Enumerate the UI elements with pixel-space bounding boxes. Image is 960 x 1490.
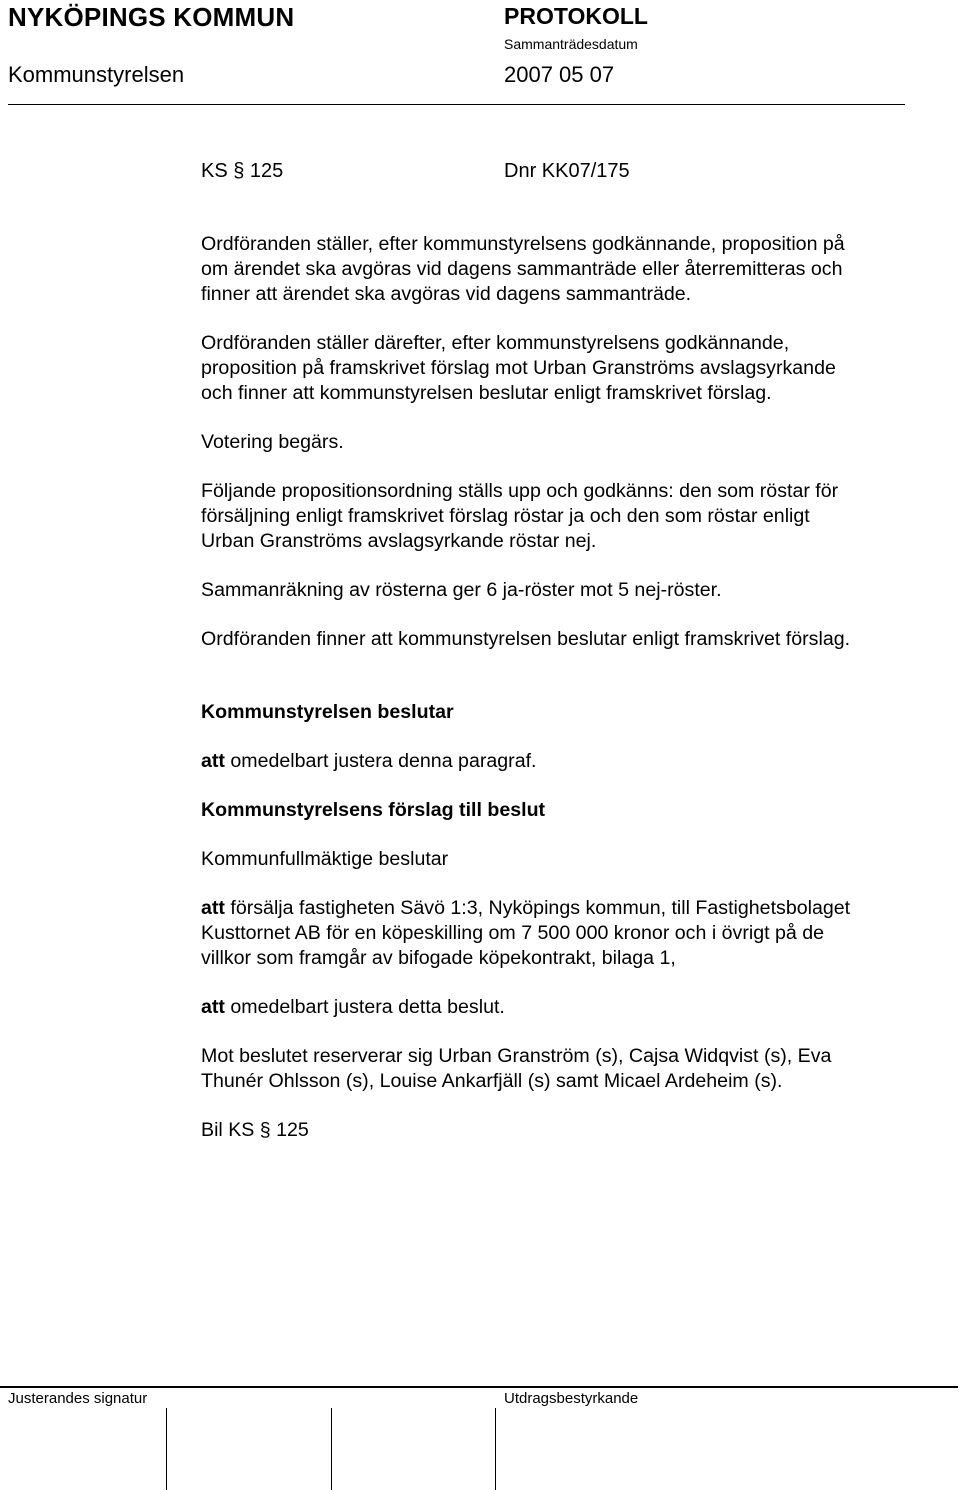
attachment-reference: Bil KS § 125 bbox=[201, 1119, 309, 1141]
paragraph-reservation: Mot beslutet reserverar sig Urban Granström (s), Cajsa Widqvist (s), Eva Thunér Ohlsson (s), Louise Ankarfjäll (s) samt Micael Ardeheim (s). bbox=[201, 1045, 832, 1092]
municipality-name: NYKÖPINGS KOMMUN bbox=[8, 2, 295, 32]
paragraph-reference: KS § 125 bbox=[201, 160, 284, 182]
paragraph-proposition: Ordföranden ställer, efter kommunstyrelsens godkännande, proposition på om ärendet ska avgöras vid dagens sammanträde eller återremitteras och finner att ärendet ska avgöras vid dagens sammanträde. bbox=[201, 233, 845, 305]
paragraph-vote-requested: Votering begärs. bbox=[201, 431, 344, 453]
signature-box-divider bbox=[495, 1408, 496, 1490]
meeting-date-label: Sammanträdesdatum bbox=[504, 36, 638, 52]
paragraph-vote-count: Sammanräkning av rösterna ger 6 ja-röster mot 5 nej-röster. bbox=[201, 579, 722, 601]
signature-box-divider bbox=[331, 1408, 332, 1490]
minutes-body bbox=[201, 232, 941, 1167]
footer-divider bbox=[0, 1386, 958, 1388]
signature-box-divider bbox=[166, 1408, 167, 1490]
signature-label: Justerandes signatur bbox=[8, 1390, 148, 1407]
paragraph-proposition-2: Ordföranden ställer därefter, efter kommunstyrelsens godkännande, proposition på framskrivet förslag mot Urban Granströms avslagsyrkande och finner att kommunstyrelsen beslutar enligt framskrivet förslag. bbox=[201, 332, 836, 404]
decision-adjust: att omedelbart justera denna paragraf. bbox=[201, 750, 537, 772]
case-number: Dnr KK07/175 bbox=[504, 160, 630, 182]
extract-certification-label: Utdragsbestyrkande bbox=[504, 1390, 639, 1407]
board-name: Kommunstyrelsen bbox=[8, 62, 185, 87]
heading-board-proposal: Kommunstyrelsens förslag till beslut bbox=[201, 799, 546, 821]
header-divider bbox=[8, 104, 905, 105]
paragraph-chair-finding: Ordföranden finner att kommunstyrelsen beslutar enligt framskrivet förslag. bbox=[201, 628, 851, 650]
decision-sale: att försälja fastigheten Sävö 1:3, Nyköpings kommun, till Fastighetsbolaget Kusttornet AB för en köpeskilling om 7 500 000 kronor och i övrigt på de villkor som framgår av bifogade köpekontrakt, bilaga 1, bbox=[201, 897, 851, 969]
heading-board-decides: Kommunstyrelsen beslutar bbox=[201, 701, 454, 723]
document-type: PROTOKOLL bbox=[504, 3, 648, 29]
decision-adjust-immediately: att omedelbart justera detta beslut. bbox=[201, 996, 505, 1018]
paragraph-council-decides: Kommunfullmäktige beslutar bbox=[201, 848, 449, 870]
meeting-date: 2007 05 07 bbox=[504, 62, 615, 87]
paragraph-voting-order: Följande propositionsordning ställs upp och godkänns: den som röstar för försäljning enligt framskrivet förslag röstar ja och den som röstar enligt Urban Granströms avslagsyrkande röstar nej. bbox=[201, 480, 839, 552]
